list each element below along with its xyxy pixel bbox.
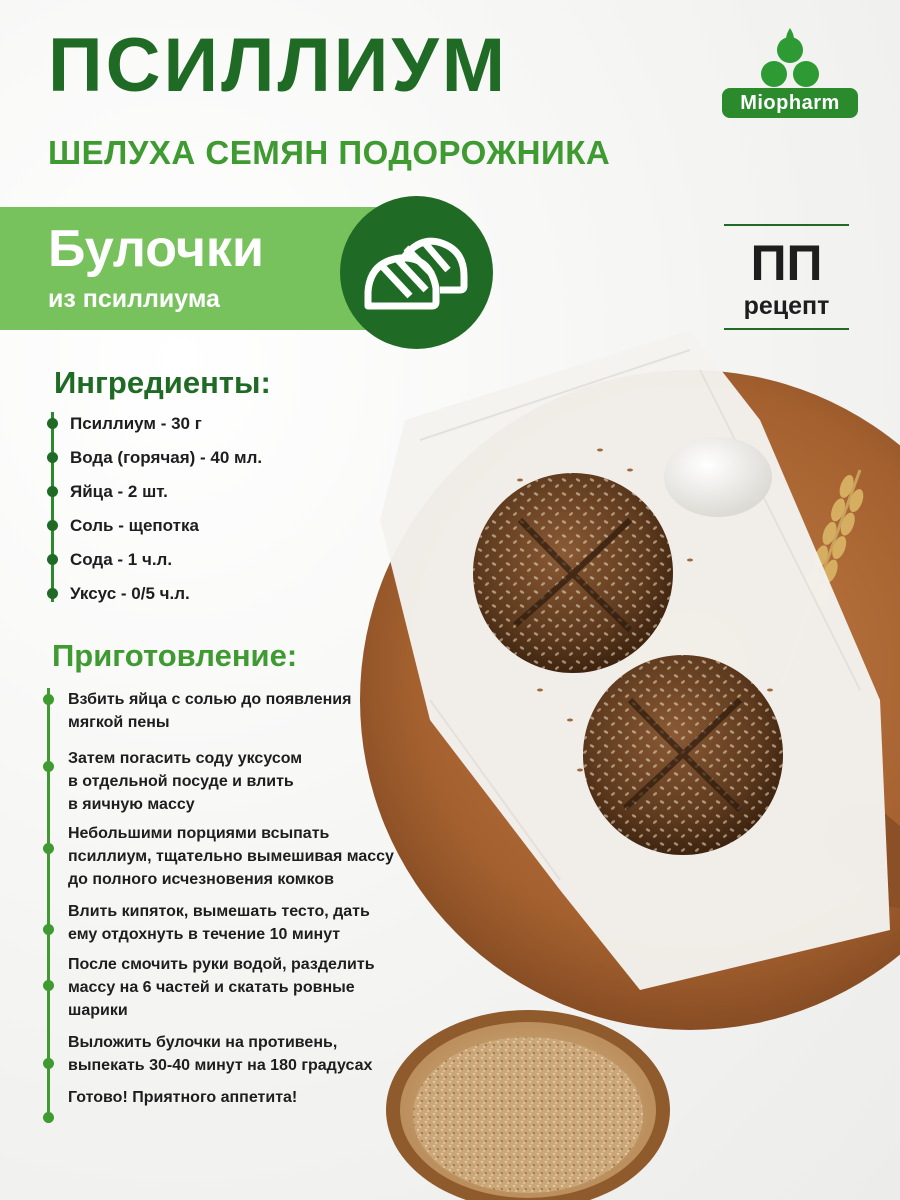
- step-bullet: [43, 843, 54, 854]
- bread-circle: [340, 196, 493, 349]
- step-bullet: [43, 694, 54, 705]
- psyllium-bowl: [386, 1010, 670, 1200]
- ingredient-item: Сода - 1 ч.л.: [70, 550, 173, 569]
- ingredient-item: Уксус - 0/5 ч.л.: [70, 584, 190, 603]
- ingredient-bullet: [47, 452, 58, 463]
- step-item: Взбить яйца с солью до появления мягкой пены: [68, 691, 352, 731]
- ingredients-heading: Ингредиенты:: [54, 365, 271, 400]
- recipe-title: Булочки: [48, 220, 264, 278]
- step-bullet: [43, 1058, 54, 1069]
- three-leaves-icon: [722, 28, 858, 90]
- ingredient-bullet: [47, 486, 58, 497]
- step-bullet: [43, 980, 54, 991]
- step-item: Влить кипяток, вымешать тесто, дать ему отдохнуть в течение 10 минут: [68, 903, 370, 943]
- ingredient-bullet: [47, 588, 58, 599]
- ingredient-item: Соль - щепотка: [70, 516, 199, 535]
- badge-subtitle: рецепт: [743, 292, 830, 320]
- ingredients-timeline: [51, 412, 54, 602]
- ingredient-bullet: [47, 418, 58, 429]
- page-subtitle: ШЕЛУХА СЕМЯН ПОДОРОЖНИКА: [48, 134, 611, 171]
- ingredient-item: Яйца - 2 шт.: [70, 482, 168, 501]
- badge-bottom-line: [724, 328, 849, 330]
- bun-bottom: [583, 655, 783, 855]
- ingredient-bullet: [47, 554, 58, 565]
- ingredient-item: Вода (горячая) - 40 мл.: [70, 448, 263, 467]
- recipe-subtitle: из псиллиума: [48, 285, 220, 313]
- step-item: Выложить булочки на противень, выпекать 30-40 минут на 180 градусах: [68, 1034, 373, 1074]
- badge-top-line: [724, 224, 849, 226]
- step-item: Небольшими порциями всыпать псиллиум, тщательно вымешивая массу до полного исчезновения комков: [68, 825, 394, 888]
- bread-buns-icon: [340, 196, 493, 349]
- badge-title: ПП: [750, 235, 823, 291]
- brand-logo: [722, 28, 858, 120]
- step-bullet: [43, 761, 54, 772]
- preparation-heading: Приготовление:: [52, 638, 298, 673]
- egg: [664, 437, 772, 517]
- bun-top: [473, 473, 673, 673]
- brand-name: Miopharm: [722, 88, 858, 118]
- ingredient-item: Псиллиум - 30 г: [70, 414, 202, 433]
- step-item: Затем погасить соду уксусом в отдельной посуде и влить в яичную массу: [68, 750, 303, 813]
- ingredient-bullet: [47, 520, 58, 531]
- step-item: После смочить руки водой, разделить массу на 6 частей и скатать ровные шарики: [68, 956, 375, 1019]
- pp-recipe-badge: [724, 224, 849, 330]
- step-item: Готово! Приятного аппетита!: [68, 1089, 298, 1106]
- page-title: ПСИЛЛИУМ: [48, 23, 508, 108]
- step-bullet: [43, 924, 54, 935]
- step-bullet: [43, 1112, 54, 1123]
